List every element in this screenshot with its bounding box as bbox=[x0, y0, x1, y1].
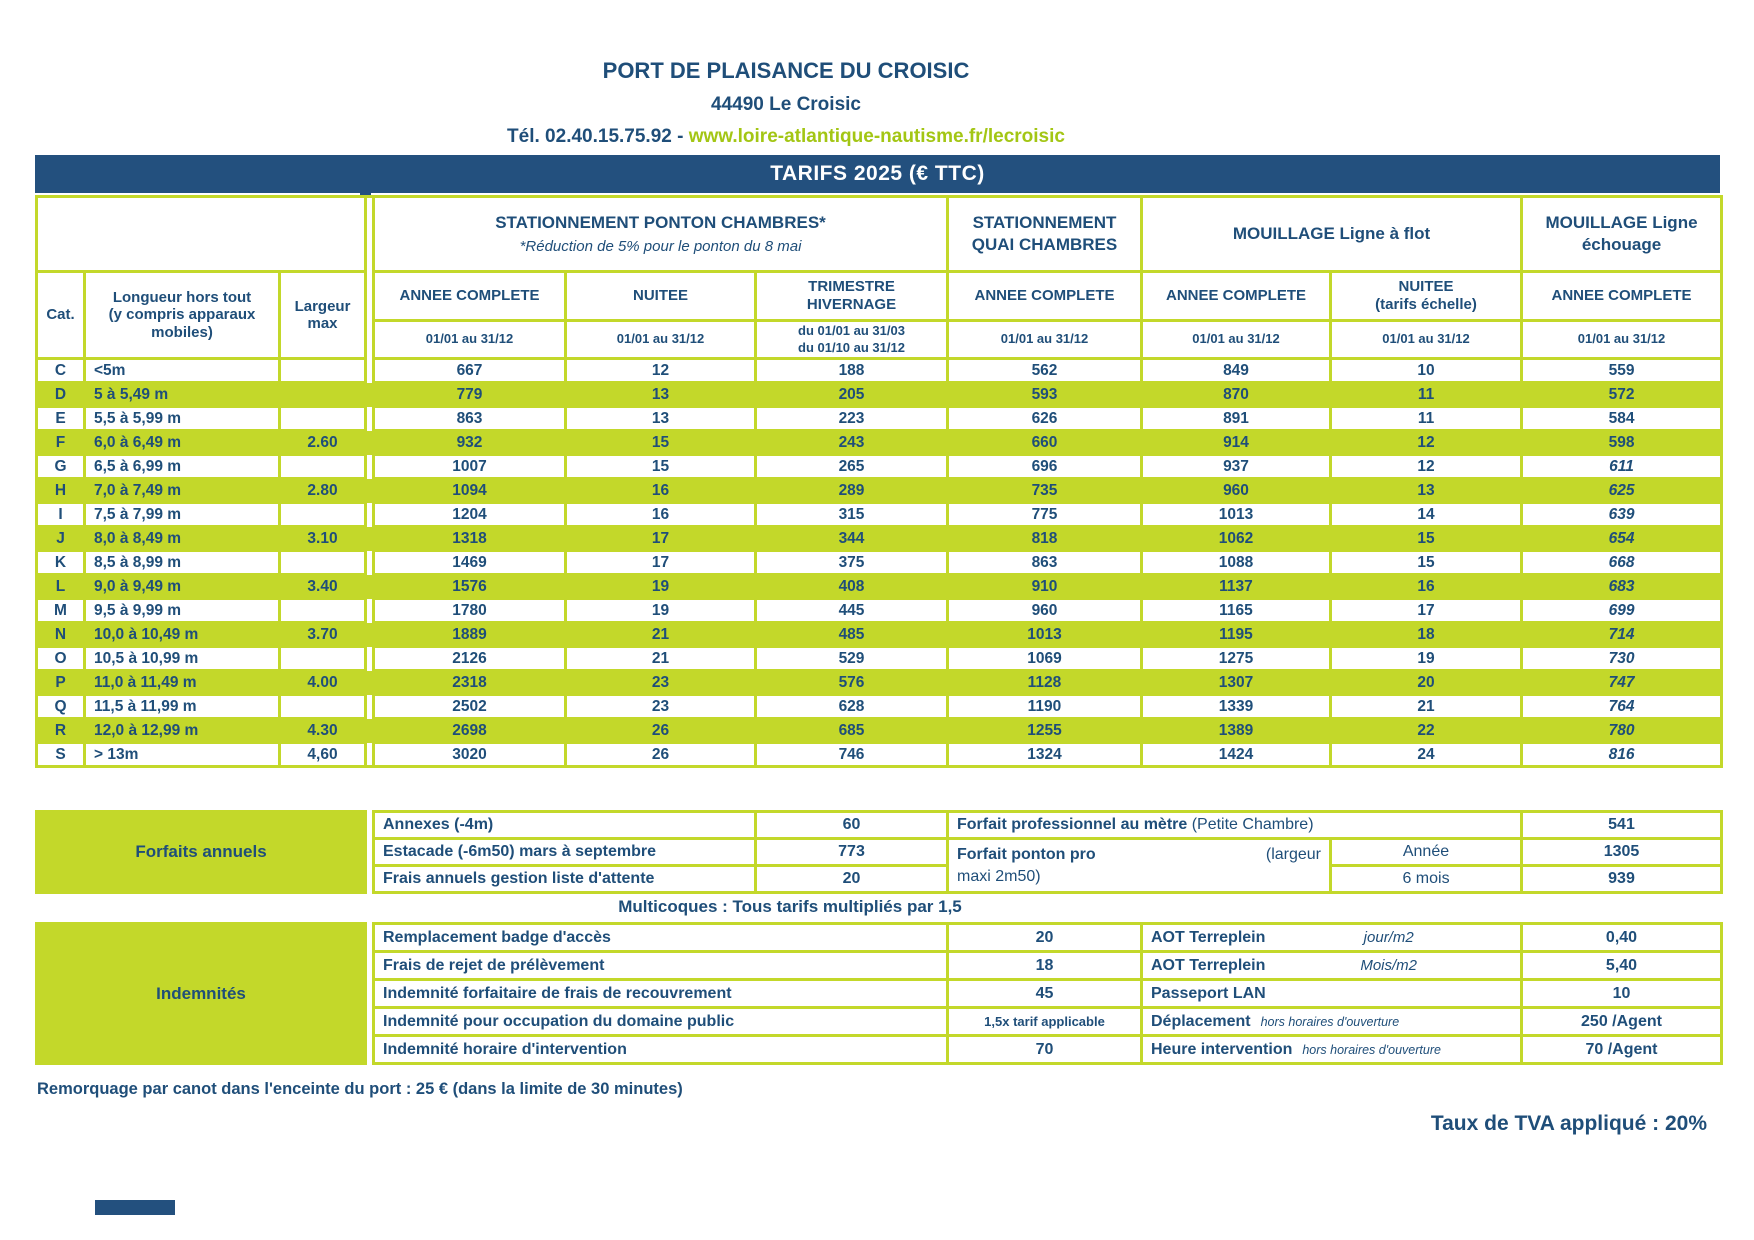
tariff-value-cell: 1255 bbox=[948, 719, 1142, 743]
tariff-value-cell: 12 bbox=[1331, 431, 1522, 455]
tariff-value-cell: 863 bbox=[948, 551, 1142, 575]
width-cell: 3.40 bbox=[280, 575, 366, 599]
footer-bar bbox=[95, 1200, 175, 1215]
tariff-value-cell: 26 bbox=[566, 743, 756, 767]
width-cell bbox=[280, 551, 366, 575]
tariff-value-cell: 16 bbox=[566, 479, 756, 503]
indemnite-right-value: 10 bbox=[1522, 980, 1722, 1008]
spacer-cell bbox=[366, 503, 374, 527]
length-cell: 11,0 à 11,49 m bbox=[85, 671, 280, 695]
period-value: 939 bbox=[1522, 866, 1722, 893]
text: (Petite Chambre) bbox=[1187, 816, 1314, 833]
banner-title: TARIFS 2025 (€ TTC) bbox=[35, 155, 1720, 193]
indemnite-value: 70 bbox=[948, 1036, 1142, 1064]
table-row bbox=[37, 812, 1722, 839]
tariff-value-cell: 660 bbox=[948, 431, 1142, 455]
column-header: NUITEE bbox=[566, 272, 756, 321]
column-header: ANNEE COMPLETE bbox=[1142, 272, 1331, 321]
tariff-value-cell: 1062 bbox=[1142, 527, 1331, 551]
tariff-value-cell: 188 bbox=[756, 359, 948, 383]
column-header: ANNEE COMPLETE bbox=[374, 272, 566, 321]
forfait-value: 20 bbox=[756, 866, 948, 893]
tariff-value-cell: 14 bbox=[1331, 503, 1522, 527]
indemnite-right-label bbox=[1142, 1008, 1522, 1036]
spacer-cell bbox=[366, 695, 374, 719]
tariff-value-cell: 625 bbox=[1522, 479, 1722, 503]
tariff-value-cell: 870 bbox=[1142, 383, 1331, 407]
table-row bbox=[37, 743, 1722, 767]
tariff-value-cell: 15 bbox=[566, 455, 756, 479]
tariff-value-cell: 932 bbox=[374, 431, 566, 455]
tariff-value-cell: 1424 bbox=[1142, 743, 1331, 767]
period-cell: du 01/01 au 31/03 du 01/10 au 31/12 bbox=[756, 321, 948, 359]
tariff-value-cell: 910 bbox=[948, 575, 1142, 599]
indemnite-right-label bbox=[1142, 1036, 1522, 1064]
indemnite-right-value: 0,40 bbox=[1522, 924, 1722, 952]
table-row bbox=[37, 503, 1722, 527]
column-header: TRIMESTRE HIVERNAGE bbox=[756, 272, 948, 321]
tariff-value-cell: 344 bbox=[756, 527, 948, 551]
tariff-value-cell: 1190 bbox=[948, 695, 1142, 719]
tariff-value-cell: 699 bbox=[1522, 599, 1722, 623]
tariff-value-cell: 485 bbox=[756, 623, 948, 647]
category-cell: I bbox=[37, 503, 85, 527]
width-cell bbox=[280, 503, 366, 527]
tariff-value-cell: 12 bbox=[1331, 455, 1522, 479]
width-header: Largeur max bbox=[280, 272, 366, 359]
sub-header-row bbox=[37, 272, 1722, 321]
tariff-value-cell: 15 bbox=[1331, 527, 1522, 551]
tariff-value-cell: 747 bbox=[1522, 671, 1722, 695]
width-cell bbox=[280, 407, 366, 431]
indemnite-right-value: 250 /Agent bbox=[1522, 1008, 1722, 1036]
tariff-value-cell: 243 bbox=[756, 431, 948, 455]
length-cell: 9,5 à 9,99 m bbox=[85, 599, 280, 623]
spacer-column bbox=[366, 197, 374, 359]
tariff-value-cell: 780 bbox=[1522, 719, 1722, 743]
text: Passeport LAN bbox=[1151, 984, 1266, 1002]
width-cell: 2.80 bbox=[280, 479, 366, 503]
table-row bbox=[37, 479, 1722, 503]
width-cell bbox=[280, 695, 366, 719]
tariff-value-cell: 22 bbox=[1331, 719, 1522, 743]
tariff-value-cell: 205 bbox=[756, 383, 948, 407]
tariff-value-cell: 1128 bbox=[948, 671, 1142, 695]
tariff-value-cell: 576 bbox=[756, 671, 948, 695]
section-label-indemnites: Indemnités bbox=[37, 924, 366, 1064]
width-cell: 4,60 bbox=[280, 743, 366, 767]
text: Forfait ponton pro bbox=[957, 845, 1096, 863]
tariff-value-cell: 746 bbox=[756, 743, 948, 767]
tariff-value-cell: 13 bbox=[566, 383, 756, 407]
tariff-value-cell: 914 bbox=[1142, 431, 1331, 455]
tariff-value-cell: 1094 bbox=[374, 479, 566, 503]
category-cell: J bbox=[37, 527, 85, 551]
tariff-value-cell: 611 bbox=[1522, 455, 1722, 479]
width-cell bbox=[280, 599, 366, 623]
indemnite-value: 45 bbox=[948, 980, 1142, 1008]
tariff-value-cell: 696 bbox=[948, 455, 1142, 479]
width-cell bbox=[280, 359, 366, 383]
tariff-value-cell: 960 bbox=[948, 599, 1142, 623]
indemnite-right-label bbox=[1142, 980, 1522, 1008]
tariff-value-cell: 654 bbox=[1522, 527, 1722, 551]
table-row bbox=[37, 359, 1722, 383]
period-cell: 01/01 au 31/12 bbox=[566, 321, 756, 359]
tariff-value-cell: 1013 bbox=[1142, 503, 1331, 527]
spacer-cell bbox=[366, 719, 374, 743]
length-cell: <5m bbox=[85, 359, 280, 383]
document-header bbox=[35, 58, 1537, 148]
width-cell: 2.60 bbox=[280, 431, 366, 455]
category-cell: R bbox=[37, 719, 85, 743]
vat-note: Taux de TVA appliqué : 20% bbox=[1430, 1112, 1707, 1135]
tariff-value-cell: 15 bbox=[566, 431, 756, 455]
indemnite-label: Indemnité pour occupation du domaine public bbox=[374, 1008, 948, 1036]
towing-note: Remorquage par canot dans l'enceinte du port : 25 € (dans la limite de 30 minutes) bbox=[37, 1080, 683, 1098]
indemnite-value: 1,5x tarif applicable bbox=[948, 1008, 1142, 1036]
tariff-value-cell: 1088 bbox=[1142, 551, 1331, 575]
table-row bbox=[37, 551, 1722, 575]
tariff-value-cell: 849 bbox=[1142, 359, 1331, 383]
tariff-value-cell: 19 bbox=[566, 599, 756, 623]
tariff-value-cell: 683 bbox=[1522, 575, 1722, 599]
tariff-value-cell: 626 bbox=[948, 407, 1142, 431]
indemnite-value: 18 bbox=[948, 952, 1142, 980]
length-cell: > 13m bbox=[85, 743, 280, 767]
tariff-value-cell: 779 bbox=[374, 383, 566, 407]
tariff-value-cell: 937 bbox=[1142, 455, 1331, 479]
text: Forfait professionnel au mètre bbox=[957, 816, 1188, 833]
forfait-label: Estacade (-6m50) mars à septembre bbox=[374, 839, 756, 866]
category-cell: N bbox=[37, 623, 85, 647]
forfait-label: Annexes (-4m) bbox=[374, 812, 756, 839]
tariff-value-cell: 775 bbox=[948, 503, 1142, 527]
group-header-echouage: MOUILLAGE Ligne échouage bbox=[1522, 197, 1722, 272]
tariff-value-cell: 17 bbox=[566, 551, 756, 575]
category-cell: M bbox=[37, 599, 85, 623]
tariff-value-cell: 24 bbox=[1331, 743, 1522, 767]
tariff-value-cell: 1307 bbox=[1142, 671, 1331, 695]
forfait-pro-metre-value: 541 bbox=[1522, 812, 1722, 839]
text: (largeur bbox=[1265, 845, 1321, 863]
category-cell: S bbox=[37, 743, 85, 767]
width-cell: 3.10 bbox=[280, 527, 366, 551]
table-row bbox=[37, 599, 1722, 623]
category-cell: H bbox=[37, 479, 85, 503]
tariff-value-cell: 667 bbox=[374, 359, 566, 383]
spacer-cell bbox=[366, 479, 374, 503]
tariff-value-cell: 21 bbox=[566, 647, 756, 671]
category-cell: Q bbox=[37, 695, 85, 719]
indemnite-label: Remplacement badge d'accès bbox=[374, 924, 948, 952]
table-row bbox=[37, 719, 1722, 743]
contact-line bbox=[35, 126, 1537, 148]
tariff-value-cell: 685 bbox=[756, 719, 948, 743]
tariff-value-cell: 265 bbox=[756, 455, 948, 479]
period-cell: 01/01 au 31/12 bbox=[1522, 321, 1722, 359]
tariff-value-cell: 11 bbox=[1331, 407, 1522, 431]
address-line: 44490 Le Croisic bbox=[711, 94, 861, 115]
tariff-value-cell: 23 bbox=[566, 671, 756, 695]
category-cell: E bbox=[37, 407, 85, 431]
tariff-value-cell: 408 bbox=[756, 575, 948, 599]
period-cell: 01/01 au 31/12 bbox=[1142, 321, 1331, 359]
text: hors horaires d'ouverture bbox=[1260, 1014, 1400, 1029]
tariff-value-cell: 10 bbox=[1331, 359, 1522, 383]
tariff-value-cell: 668 bbox=[1522, 551, 1722, 575]
spacer-cell bbox=[366, 623, 374, 647]
spacer-cell bbox=[366, 383, 374, 407]
tariff-value-cell: 1275 bbox=[1142, 647, 1331, 671]
indemnite-right-value: 5,40 bbox=[1522, 952, 1722, 980]
tariff-value-cell: 13 bbox=[1331, 479, 1522, 503]
forfaits-table bbox=[35, 810, 1723, 894]
tariff-value-cell: 764 bbox=[1522, 695, 1722, 719]
group-header-quai: STATIONNEMENT QUAI CHAMBRES bbox=[948, 197, 1142, 272]
tariff-value-cell: 1013 bbox=[948, 623, 1142, 647]
text: AOT Terreplein bbox=[1151, 928, 1266, 946]
column-header: NUITEE (tarifs échelle) bbox=[1331, 272, 1522, 321]
table-row bbox=[37, 431, 1722, 455]
period-value: 1305 bbox=[1522, 839, 1722, 866]
width-cell: 4.00 bbox=[280, 671, 366, 695]
tariff-value-cell: 584 bbox=[1522, 407, 1722, 431]
text: Heure intervention bbox=[1151, 1040, 1293, 1058]
table-row bbox=[37, 671, 1722, 695]
table-row bbox=[37, 695, 1722, 719]
text: jour/m2 bbox=[1363, 929, 1414, 946]
category-cell: P bbox=[37, 671, 85, 695]
width-cell bbox=[280, 383, 366, 407]
spacer-cell bbox=[366, 575, 374, 599]
forfait-pro-metre-label bbox=[948, 812, 1522, 839]
width-cell bbox=[280, 455, 366, 479]
category-cell: D bbox=[37, 383, 85, 407]
tariff-value-cell: 1069 bbox=[948, 647, 1142, 671]
text: Déplacement bbox=[1151, 1012, 1251, 1030]
tariff-value-cell: 17 bbox=[566, 527, 756, 551]
length-cell: 8,0 à 8,49 m bbox=[85, 527, 280, 551]
tariff-value-cell: 960 bbox=[1142, 479, 1331, 503]
spacer-column bbox=[366, 924, 374, 1064]
phone-number: Tél. 02.40.15.75.92 - bbox=[507, 126, 684, 147]
website-link[interactable]: www.loire-atlantique-nautisme.fr/lecroisic bbox=[688, 126, 1065, 147]
text: AOT Terreplein bbox=[1151, 956, 1266, 974]
tariff-value-cell: 17 bbox=[1331, 599, 1522, 623]
tariff-value-cell: 1780 bbox=[374, 599, 566, 623]
table-row bbox=[37, 455, 1722, 479]
indemnite-right-value: 70 /Agent bbox=[1522, 1036, 1722, 1064]
category-header: Cat. bbox=[37, 272, 85, 359]
indemnite-right-label bbox=[1142, 952, 1522, 980]
group-header-row bbox=[37, 197, 1722, 272]
tariff-value-cell: 26 bbox=[566, 719, 756, 743]
tariff-value-cell: 315 bbox=[756, 503, 948, 527]
tariff-value-cell: 714 bbox=[1522, 623, 1722, 647]
category-cell: G bbox=[37, 455, 85, 479]
text: maxi 2m50) bbox=[957, 867, 1041, 885]
period-label: 6 mois bbox=[1331, 866, 1522, 893]
tariff-value-cell: 2126 bbox=[374, 647, 566, 671]
tariff-value-cell: 1469 bbox=[374, 551, 566, 575]
spacer-cell bbox=[366, 647, 374, 671]
period-cell: 01/01 au 31/12 bbox=[1331, 321, 1522, 359]
spacer-cell bbox=[366, 599, 374, 623]
tariff-value-cell: 2318 bbox=[374, 671, 566, 695]
spacer-cell bbox=[366, 407, 374, 431]
table-row bbox=[37, 575, 1722, 599]
tariff-value-cell: 3020 bbox=[374, 743, 566, 767]
indemnites-table bbox=[35, 922, 1723, 1065]
tariff-value-cell: 1324 bbox=[948, 743, 1142, 767]
table-row bbox=[37, 407, 1722, 431]
table-row bbox=[37, 924, 1722, 952]
multihull-note: Multicoques : Tous tarifs multipliés par 1,5 bbox=[618, 897, 962, 916]
tariff-value-cell: 1339 bbox=[1142, 695, 1331, 719]
spacer-cell bbox=[366, 551, 374, 575]
tariff-value-cell: 1204 bbox=[374, 503, 566, 527]
spacer-column bbox=[366, 812, 374, 893]
tariff-value-cell: 562 bbox=[948, 359, 1142, 383]
length-cell: 7,0 à 7,49 m bbox=[85, 479, 280, 503]
length-cell: 10,5 à 10,99 m bbox=[85, 647, 280, 671]
tariff-value-cell: 12 bbox=[566, 359, 756, 383]
tariff-value-cell: 16 bbox=[566, 503, 756, 527]
category-cell: L bbox=[37, 575, 85, 599]
tariff-value-cell: 19 bbox=[566, 575, 756, 599]
length-cell: 5 à 5,49 m bbox=[85, 383, 280, 407]
tariff-value-cell: 598 bbox=[1522, 431, 1722, 455]
tariff-value-cell: 816 bbox=[1522, 743, 1722, 767]
spacer-cell bbox=[366, 743, 374, 767]
length-header: Longueur hors tout (y compris apparaux mobiles) bbox=[85, 272, 280, 359]
indemnite-right-label bbox=[1142, 924, 1522, 952]
width-cell: 3.70 bbox=[280, 623, 366, 647]
length-cell: 11,5 à 11,99 m bbox=[85, 695, 280, 719]
tariff-value-cell: 818 bbox=[948, 527, 1142, 551]
spacer-cell bbox=[366, 431, 374, 455]
tariff-value-cell: 628 bbox=[756, 695, 948, 719]
tariff-value-cell: 735 bbox=[948, 479, 1142, 503]
group-header-flot: MOUILLAGE Ligne à flot bbox=[1142, 197, 1522, 272]
column-header: ANNEE COMPLETE bbox=[948, 272, 1142, 321]
period-cell: 01/01 au 31/12 bbox=[374, 321, 566, 359]
forfait-value: 773 bbox=[756, 839, 948, 866]
tariff-value-cell: 18 bbox=[1331, 623, 1522, 647]
tariff-value-cell: 21 bbox=[1331, 695, 1522, 719]
length-cell: 10,0 à 10,49 m bbox=[85, 623, 280, 647]
category-cell: F bbox=[37, 431, 85, 455]
group-header-ponton: STATIONNEMENT PONTON CHAMBRES* *Réduction de 5% pour le ponton du 8 mai bbox=[374, 197, 948, 272]
length-cell: 6,0 à 6,49 m bbox=[85, 431, 280, 455]
tariff-value-cell: 1165 bbox=[1142, 599, 1331, 623]
length-cell: 9,0 à 9,49 m bbox=[85, 575, 280, 599]
length-cell: 12,0 à 12,99 m bbox=[85, 719, 280, 743]
tariff-value-cell: 445 bbox=[756, 599, 948, 623]
period-label: Année bbox=[1331, 839, 1522, 866]
tariff-value-cell: 1389 bbox=[1142, 719, 1331, 743]
tariff-value-cell: 863 bbox=[374, 407, 566, 431]
tariff-value-cell: 13 bbox=[566, 407, 756, 431]
tariff-value-cell: 11 bbox=[1331, 383, 1522, 407]
tariff-value-cell: 16 bbox=[1331, 575, 1522, 599]
tariff-value-cell: 1137 bbox=[1142, 575, 1331, 599]
period-cell: 01/01 au 31/12 bbox=[948, 321, 1142, 359]
tariff-value-cell: 529 bbox=[756, 647, 948, 671]
category-cell: K bbox=[37, 551, 85, 575]
tariff-value-cell: 20 bbox=[1331, 671, 1522, 695]
tariff-value-cell: 289 bbox=[756, 479, 948, 503]
category-cell: O bbox=[37, 647, 85, 671]
section-label-forfaits: Forfaits annuels bbox=[37, 812, 366, 893]
length-cell: 7,5 à 7,99 m bbox=[85, 503, 280, 527]
forfait-value: 60 bbox=[756, 812, 948, 839]
table-row bbox=[37, 383, 1722, 407]
table-row bbox=[37, 647, 1722, 671]
width-cell: 4.30 bbox=[280, 719, 366, 743]
tariff-value-cell: 559 bbox=[1522, 359, 1722, 383]
length-cell: 6,5 à 6,99 m bbox=[85, 455, 280, 479]
tariff-value-cell: 23 bbox=[566, 695, 756, 719]
indemnite-value: 20 bbox=[948, 924, 1142, 952]
tariff-value-cell: 1007 bbox=[374, 455, 566, 479]
tariff-value-cell: 639 bbox=[1522, 503, 1722, 527]
spacer-cell bbox=[366, 671, 374, 695]
tariff-value-cell: 1318 bbox=[374, 527, 566, 551]
tariff-value-cell: 891 bbox=[1142, 407, 1331, 431]
tariff-value-cell: 2698 bbox=[374, 719, 566, 743]
length-cell: 5,5 à 5,99 m bbox=[85, 407, 280, 431]
tariff-value-cell: 375 bbox=[756, 551, 948, 575]
page-title: PORT DE PLAISANCE DU CROISIC bbox=[602, 58, 970, 83]
spacer-cell bbox=[366, 455, 374, 479]
text: hors horaires d'ouverture bbox=[1302, 1042, 1441, 1057]
spacer-cell bbox=[366, 359, 374, 383]
tariff-value-cell: 1195 bbox=[1142, 623, 1331, 647]
tariff-value-cell: 2502 bbox=[374, 695, 566, 719]
table-row bbox=[37, 527, 1722, 551]
corner-cell bbox=[37, 197, 366, 272]
indemnite-label: Frais de rejet de prélèvement bbox=[374, 952, 948, 980]
tariff-value-cell: 223 bbox=[756, 407, 948, 431]
tariff-value-cell: 19 bbox=[1331, 647, 1522, 671]
forfait-label: Frais annuels gestion liste d'attente bbox=[374, 866, 756, 893]
category-cell: C bbox=[37, 359, 85, 383]
length-cell: 8,5 à 8,99 m bbox=[85, 551, 280, 575]
indemnite-label: Indemnité forfaitaire de frais de recouvrement bbox=[374, 980, 948, 1008]
width-cell bbox=[280, 647, 366, 671]
tariff-value-cell: 1576 bbox=[374, 575, 566, 599]
tariff-value-cell: 15 bbox=[1331, 551, 1522, 575]
text: Mois/m2 bbox=[1360, 957, 1418, 974]
forfait-ponton-pro-label bbox=[948, 839, 1331, 893]
spacer-cell bbox=[366, 527, 374, 551]
tariff-value-cell: 572 bbox=[1522, 383, 1722, 407]
table-row bbox=[37, 623, 1722, 647]
column-header: ANNEE COMPLETE bbox=[1522, 272, 1722, 321]
tariff-value-cell: 21 bbox=[566, 623, 756, 647]
tariff-value-cell: 1889 bbox=[374, 623, 566, 647]
tariff-value-cell: 593 bbox=[948, 383, 1142, 407]
indemnite-label: Indemnité horaire d'intervention bbox=[374, 1036, 948, 1064]
tariff-value-cell: 730 bbox=[1522, 647, 1722, 671]
tariffs-table bbox=[35, 195, 1723, 768]
